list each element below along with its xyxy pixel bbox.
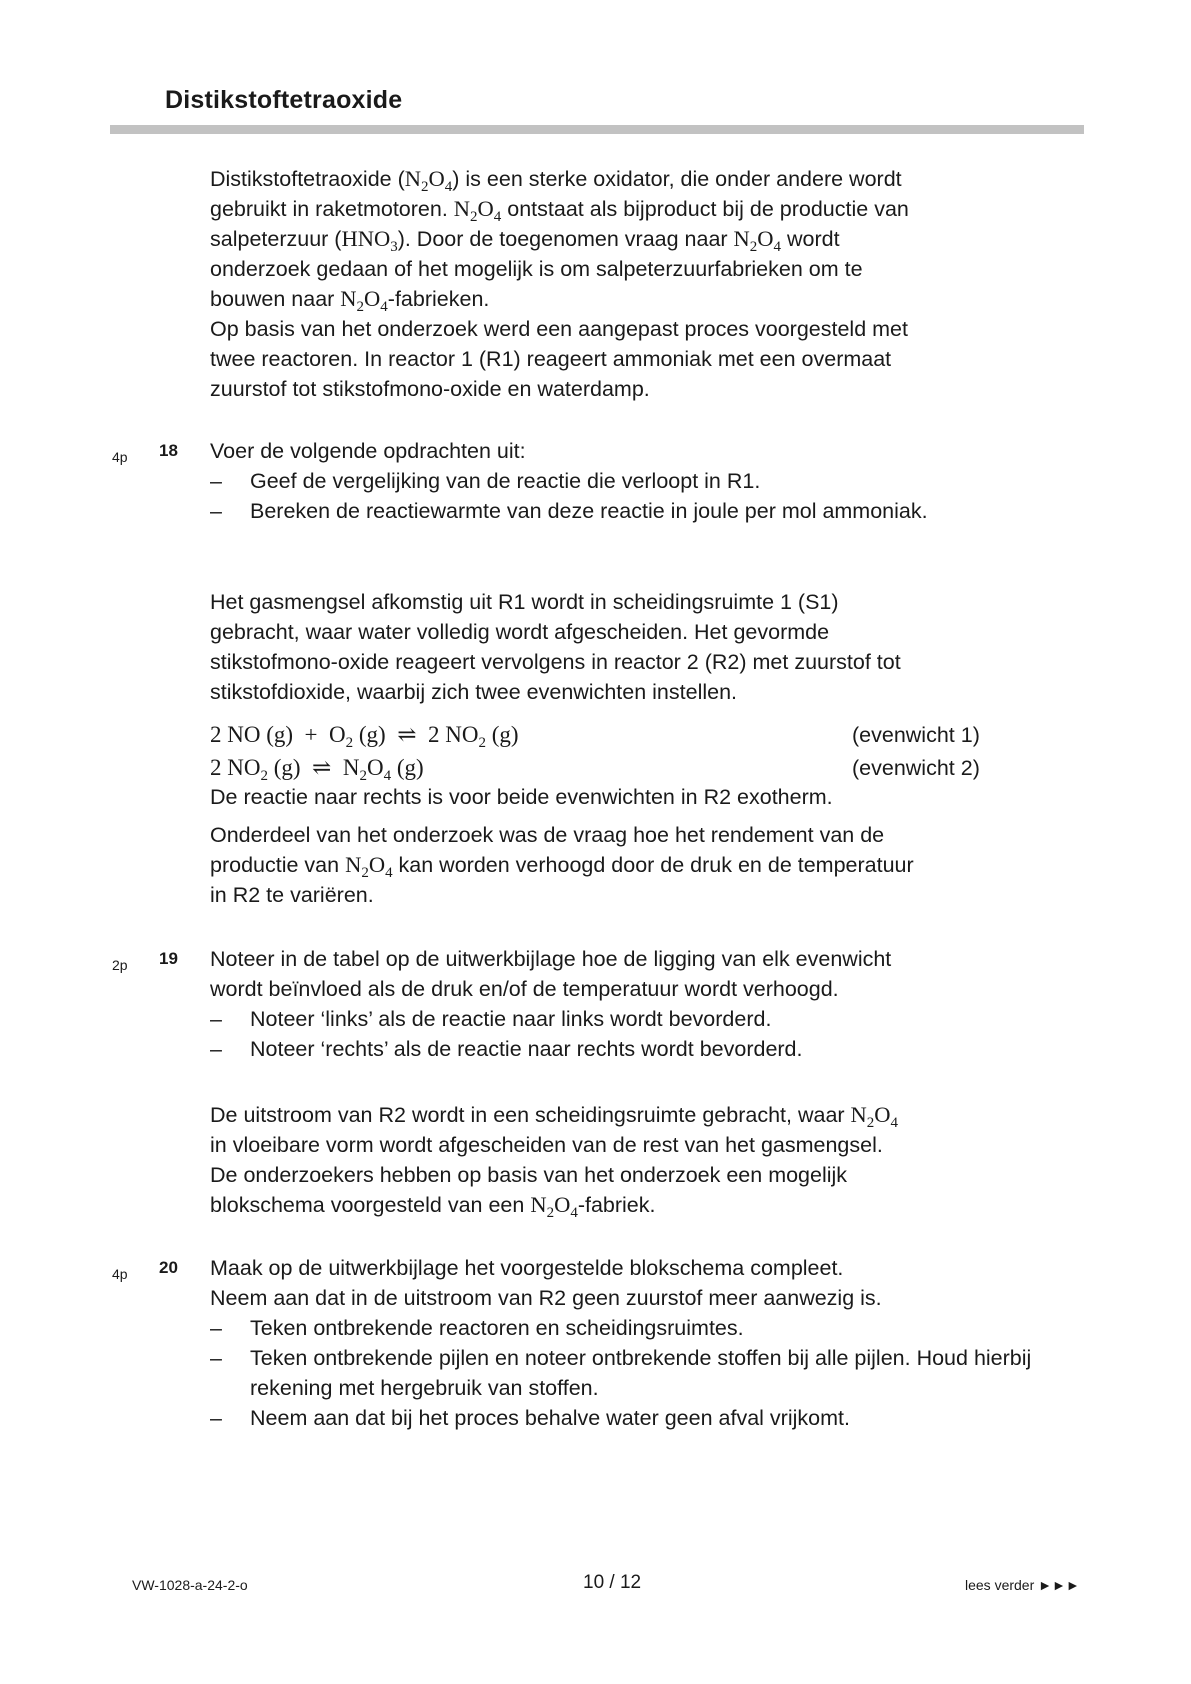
bullet-item: – Geef de vergelijking van de reactie die verloopt in R1. [210,469,761,493]
exotherm-note: De reactie naar rechts is voor beide evenwichten in R2 exotherm. [210,785,833,809]
section-title: Distikstoftetraoxide [165,86,403,114]
paragraph-separation: De uitstroom van R2 wordt in een scheidingsruimte gebracht, waar $N_2O_4$ in vloeibare vorm wordt afgescheiden van de rest van het gasmengsel. De onderzoekers hebben op basis van het onderzoek een mogelijk blokschema voorgesteld van een $N_2O_4$-fabriek. [210,1102,899,1221]
exam-code: VW-1028-a-24-2-o [132,1577,248,1593]
paragraph-reactor2: Het gasmengsel afkomstig uit R1 wordt in scheidingsruimte 1 (S1) gebracht, waar water volledig wordt afgescheiden. Het gevormde stikstofmono-oxide reageert vervolgens in reactor 2 (R2) met zuurstof tot stikstofdioxide, waarbij zich twee evenwichten instellen. [210,590,901,704]
question-text: wordt beïnvloed als de druk en/of de temperatuur wordt verhoogd. [210,977,839,1001]
question-20 [110,1253,1070,1433]
equation-1: 2 NO $(g) + O_2$ (g) ⇌ 2 $NO_2$ (g) (evenwicht 1) [210,722,980,751]
bullet-item: – Noteer ‘rechts’ als de reactie naar rechts wordt bevorderd. [210,1037,803,1061]
title-divider [110,125,1084,134]
page-number: 10 / 12 [583,1572,642,1593]
paragraph-yield: Onderdeel van het onderzoek was de vraag hoe het rendement van de productie van $N_2O_4$ kan worden verhoogd door de druk en de temperatuur in R2 te variëren. [210,823,914,907]
intro-paragraph: Distikstoftetraoxide $(N_2O_4)$ is een sterke oxidator, die onder andere wordt gebruikt in raketmotoren. $N_2O_4$ ontstaat als bijproduct bij de productie van salpeterzuur $(HNO_3)$. Door de toegenomen vraag naar $N_2O_4$ wordt onderzoek gedaan of het mogelijk is om salpeterzuurfabrieken om te bouwen naar $N_2O_4$-fabrieken. Op basis van het onderzoek werd een aangepast proces voorgesteld met twee reactoren. In reactor 1 (R1) reageert ammoniak met een overmaat zuurstof tot stikstofmono-oxide en waterdamp. [210,166,909,401]
continue-indicator: lees verder ►►► [965,1577,1080,1593]
bullet-item: – Neem aan dat bij het proces behalve water geen afval vrijkomt. [210,1406,850,1430]
question-number: 19 [159,949,178,968]
question-text: Maak op de uitwerkbijlage het voorgestelde blokschema compleet. [210,1256,844,1280]
question-18 [110,436,1070,526]
bullet-item: – Noteer ‘links’ als de reactie naar links wordt bevorderd. [210,1007,772,1031]
bullet-item: – Teken ontbrekende pijlen en noteer ontbrekende stoffen bij alle pijlen. Houd hierbij rekening met hergebruik van stoffen. [210,1346,1032,1400]
equilibria-block [210,720,1060,812]
question-points: 4p [112,449,128,465]
question-number: 20 [159,1258,178,1277]
question-19 [110,944,1070,1064]
question-number: 18 [159,441,178,460]
question-text: Noteer in de tabel op de uitwerkbijlage hoe de ligging van elk evenwicht [210,947,892,971]
bullet-item: – Bereken de reactiewarmte van deze reactie in joule per mol ammoniak. [210,499,928,523]
question-text: Neem aan dat in de uitstroom van R2 geen zuurstof meer aanwezig is. [210,1286,882,1310]
bullet-item: – Teken ontbrekende reactoren en scheidingsruimtes. [210,1316,744,1340]
question-text: Voer de volgende opdrachten uit: [210,439,526,463]
equation-2: 2 $NO_2$ (g) ⇌ $N_2O_4$ (g) (evenwicht 2) [210,755,980,784]
question-points: 2p [112,957,128,973]
question-points: 4p [112,1266,128,1282]
